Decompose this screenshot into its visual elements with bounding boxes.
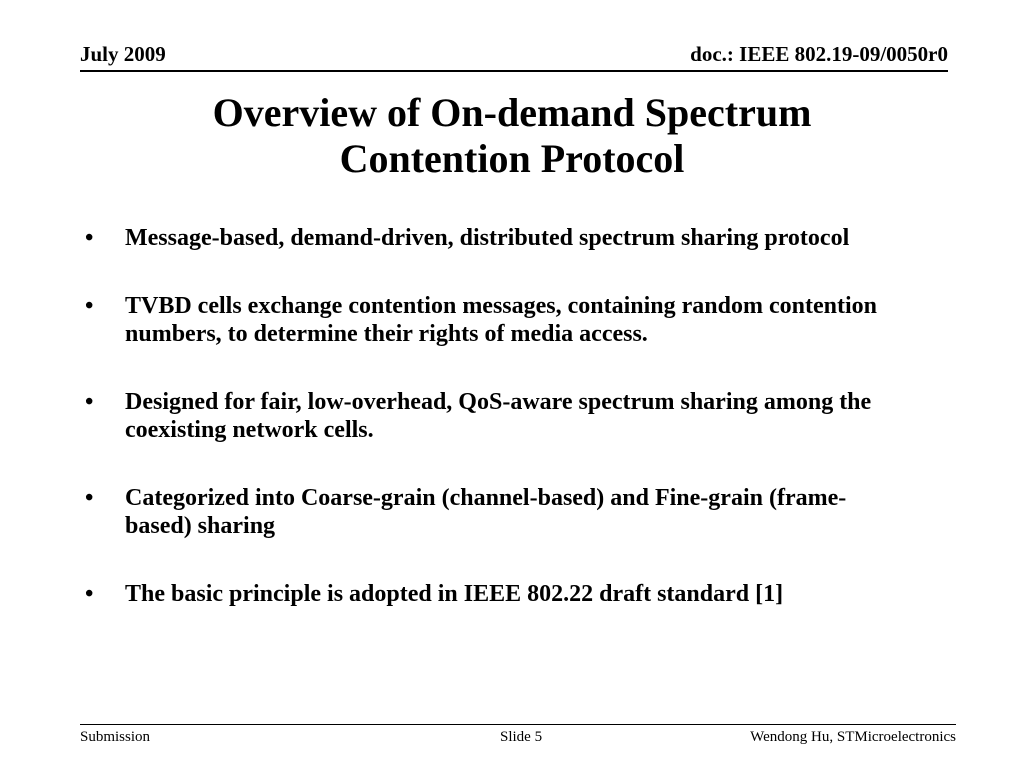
slide-title — [0, 90, 1024, 182]
bullet-item — [85, 292, 905, 348]
bullet-list — [85, 224, 905, 648]
header-date: July 2009 — [80, 42, 166, 66]
bullet-dot-icon: • — [85, 293, 94, 319]
bullet-text: Designed for fair, low-overhead, QoS-aware spectrum sharing among the coexisting network cells. — [125, 389, 872, 443]
header-doc-id: doc.: IEEE 802.19-09/0050r0 — [690, 42, 948, 66]
bullet-text: Message-based, demand-driven, distributed spectrum sharing protocol — [125, 225, 850, 251]
slide-header — [80, 40, 948, 72]
bullet-item — [85, 580, 905, 608]
bullet-dot-icon: • — [85, 581, 94, 607]
footer-author: Wendong Hu, STMicroelectronics — [750, 729, 956, 745]
slide-title-line-2: Contention Protocol — [339, 136, 685, 181]
slide-footer — [80, 724, 956, 755]
footer-slide-number: Slide 5 — [500, 729, 543, 745]
bullet-text: The basic principle is adopted in IEEE 802.22 draft standard [1] — [125, 581, 784, 607]
bullet-dot-icon: • — [85, 389, 94, 415]
bullet-text: Categorized into Coarse-grain (channel-based) and Fine-grain (frame-based) sharing — [125, 485, 847, 539]
slide-title-line-1: Overview of On-demand Spectrum — [212, 90, 812, 135]
bullet-text: TVBD cells exchange contention messages, containing random contention numbers, to determine their rights of media access. — [125, 293, 877, 347]
bullet-dot-icon: • — [85, 485, 94, 511]
bullet-item — [85, 388, 905, 444]
footer-submission: Submission — [80, 729, 151, 745]
bullet-item — [85, 224, 905, 252]
bullet-dot-icon: • — [85, 225, 94, 251]
bullet-item — [85, 484, 905, 540]
